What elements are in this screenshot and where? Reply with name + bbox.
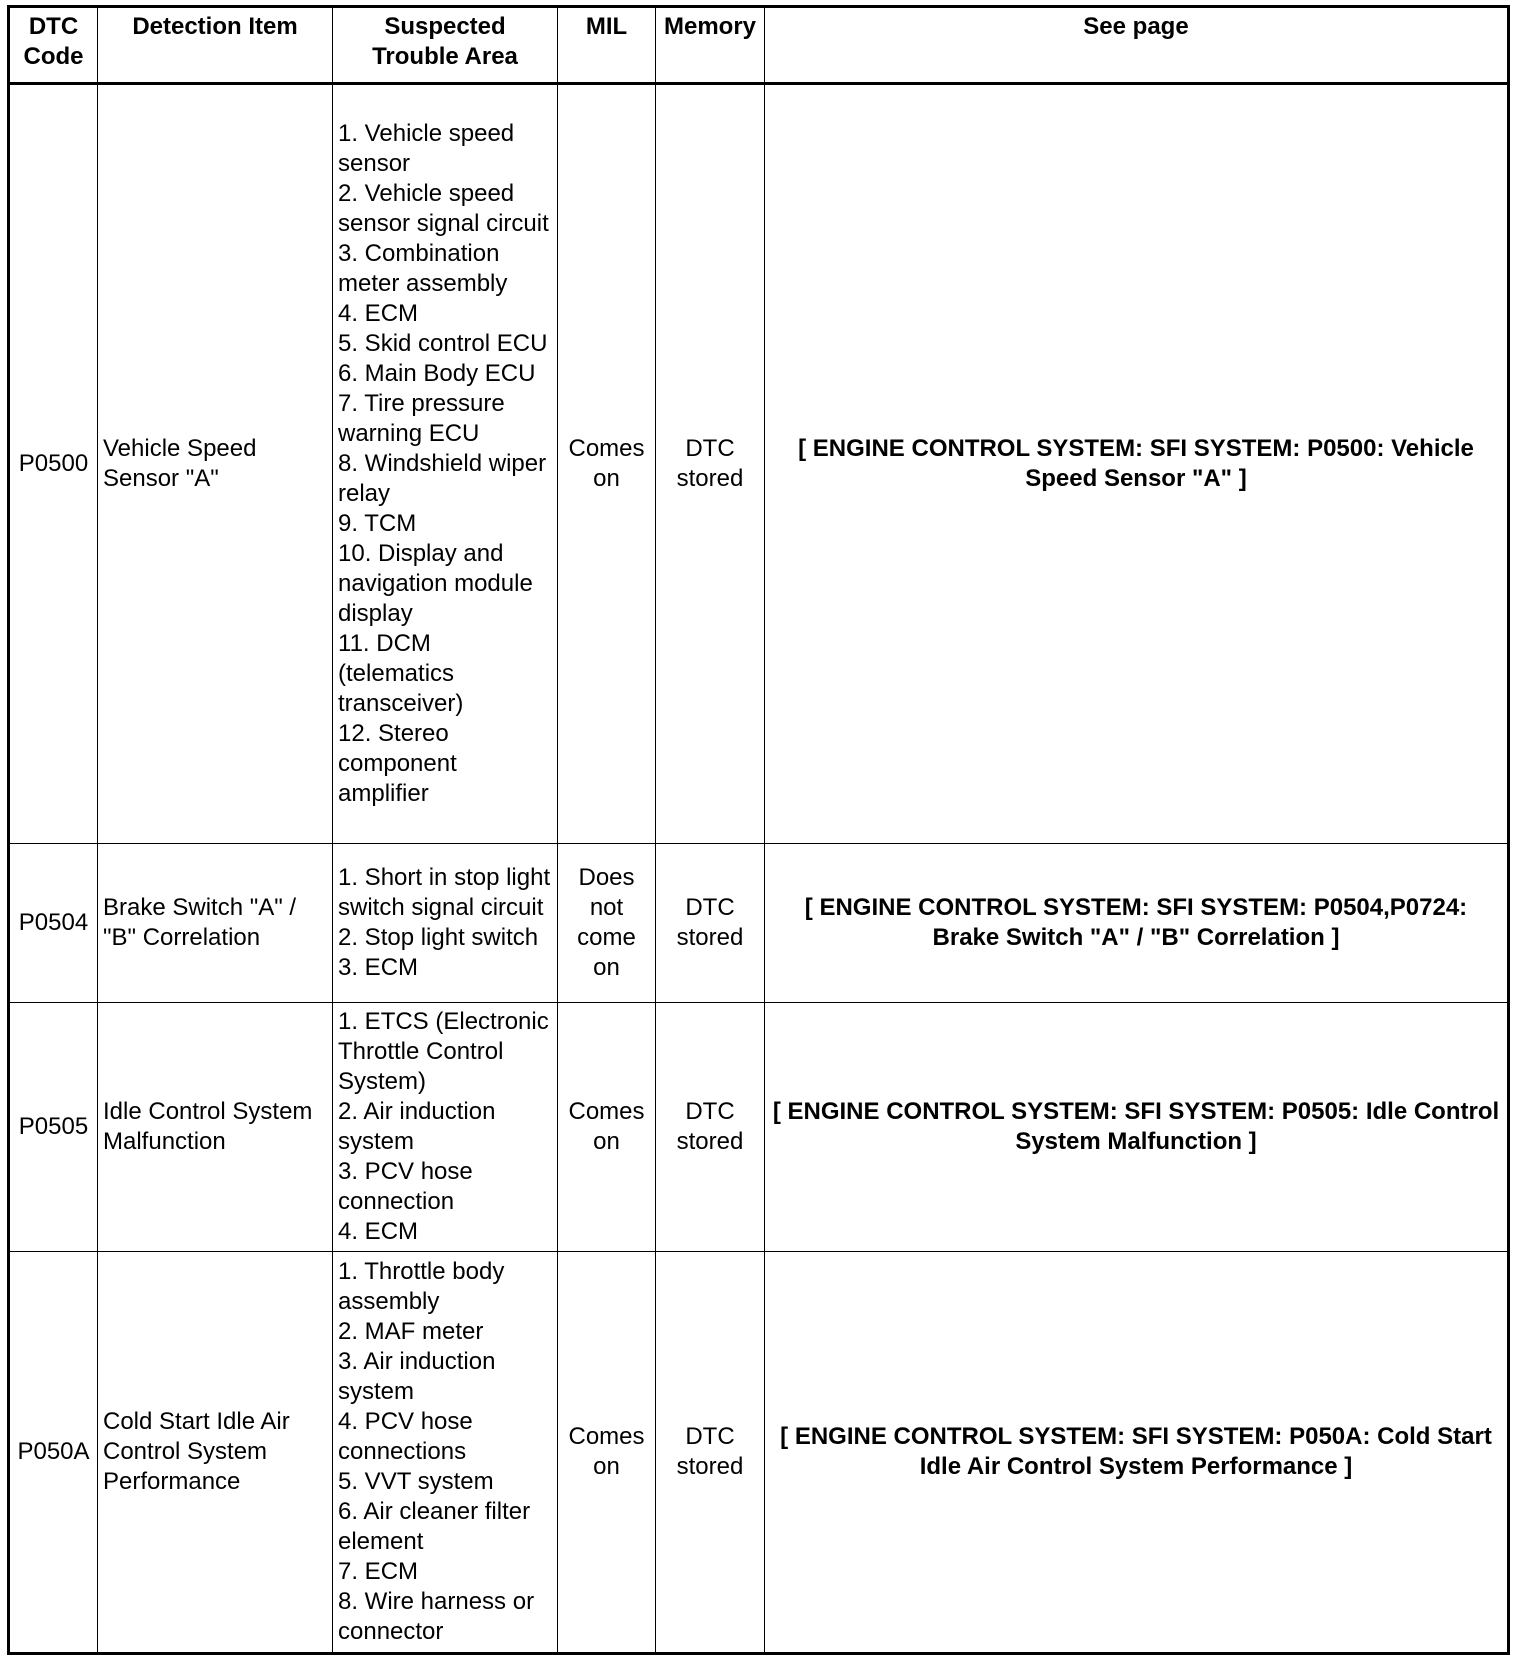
trouble-area-item: 2. Air induction system — [338, 1098, 496, 1155]
trouble-area-cell — [333, 1003, 558, 1252]
table-header — [9, 7, 1509, 84]
trouble-area-item: 7. ECM — [338, 1558, 419, 1585]
trouble-area-cell — [333, 84, 558, 844]
detection-item-cell: Brake Switch "A" / "B" Correlation — [98, 844, 333, 1003]
trouble-area-item: 5. VVT system — [338, 1468, 494, 1495]
dtc-code-cell: P050A — [9, 1252, 98, 1654]
header-suspected-trouble-area: Suspected Trouble Area — [333, 7, 558, 84]
mil-cell: Comes on — [558, 84, 656, 844]
trouble-area-item: 6. Air cleaner filter element — [338, 1498, 531, 1555]
memory-cell: DTC stored — [656, 844, 765, 1003]
memory-cell: DTC stored — [656, 1003, 765, 1252]
trouble-area-cell — [333, 844, 558, 1003]
trouble-area-item: 3. ECM — [338, 954, 419, 981]
trouble-area-item: 5. Skid control ECU — [338, 330, 548, 357]
detection-item-cell: Vehicle Speed Sensor "A" — [98, 84, 333, 844]
see-page-link[interactable]: [ ENGINE CONTROL SYSTEM: SFI SYSTEM: P050A: Cold Start Idle Air Control System Performance ] — [765, 1252, 1509, 1654]
trouble-area-item: 8. Wire harness or connector — [338, 1588, 535, 1645]
header-see-page: See page — [765, 7, 1509, 84]
trouble-area-item: 11. DCM (telematics transceiver) — [338, 630, 464, 717]
table-row — [9, 84, 1509, 844]
mil-cell: Does not come on — [558, 844, 656, 1003]
detection-item-cell: Cold Start Idle Air Control System Performance — [98, 1252, 333, 1654]
memory-cell: DTC stored — [656, 1252, 765, 1654]
trouble-area-item: 6. Main Body ECU — [338, 360, 536, 387]
header-dtc-code: DTC Code — [9, 7, 98, 84]
trouble-area-item: 3. Air induction system — [338, 1348, 496, 1405]
header-memory: Memory — [656, 7, 765, 84]
table-row — [9, 1252, 1509, 1654]
see-page-link[interactable]: [ ENGINE CONTROL SYSTEM: SFI SYSTEM: P0504,P0724: Brake Switch "A" / "B" Correlation ] — [765, 844, 1509, 1003]
detection-item-cell: Idle Control System Malfunction — [98, 1003, 333, 1252]
trouble-area-item: 4. PCV hose connections — [338, 1408, 473, 1465]
dtc-table — [7, 5, 1510, 1655]
header-detection-item: Detection Item — [98, 7, 333, 84]
header-mil: MIL — [558, 7, 656, 84]
trouble-area-cell — [333, 1252, 558, 1654]
trouble-area-item: 2. Stop light switch — [338, 924, 539, 951]
trouble-area-item: 1. Short in stop light switch signal circuit — [338, 864, 551, 921]
trouble-area-item: 9. TCM — [338, 510, 417, 537]
see-page-link[interactable]: [ ENGINE CONTROL SYSTEM: SFI SYSTEM: P0505: Idle Control System Malfunction ] — [765, 1003, 1509, 1252]
mil-cell: Comes on — [558, 1003, 656, 1252]
trouble-area-item: 3. PCV hose connection — [338, 1158, 473, 1215]
table-row — [9, 1003, 1509, 1252]
trouble-area-item: 3. Combination meter assembly — [338, 240, 508, 297]
trouble-area-item: 1. ETCS (Electronic Throttle Control System) — [338, 1008, 549, 1095]
trouble-area-item: 2. MAF meter — [338, 1318, 484, 1345]
dtc-code-cell: P0504 — [9, 844, 98, 1003]
trouble-area-item: 12. Stereo component amplifier — [338, 720, 457, 807]
trouble-area-item: 1. Throttle body assembly — [338, 1258, 505, 1315]
trouble-area-item: 10. Display and navigation module display — [338, 540, 533, 627]
dtc-code-cell: P0505 — [9, 1003, 98, 1252]
trouble-area-item: 2. Vehicle speed sensor signal circuit — [338, 180, 549, 237]
table-row — [9, 844, 1509, 1003]
trouble-area-item: 1. Vehicle speed sensor — [338, 120, 515, 177]
memory-cell: DTC stored — [656, 84, 765, 844]
trouble-area-item: 7. Tire pressure warning ECU — [338, 390, 505, 447]
dtc-code-cell: P0500 — [9, 84, 98, 844]
trouble-area-item: 8. Windshield wiper relay — [338, 450, 547, 507]
see-page-link[interactable]: [ ENGINE CONTROL SYSTEM: SFI SYSTEM: P0500: Vehicle Speed Sensor "A" ] — [765, 84, 1509, 844]
trouble-area-item: 4. ECM — [338, 300, 419, 327]
trouble-area-item: 4. ECM — [338, 1218, 419, 1245]
mil-cell: Comes on — [558, 1252, 656, 1654]
